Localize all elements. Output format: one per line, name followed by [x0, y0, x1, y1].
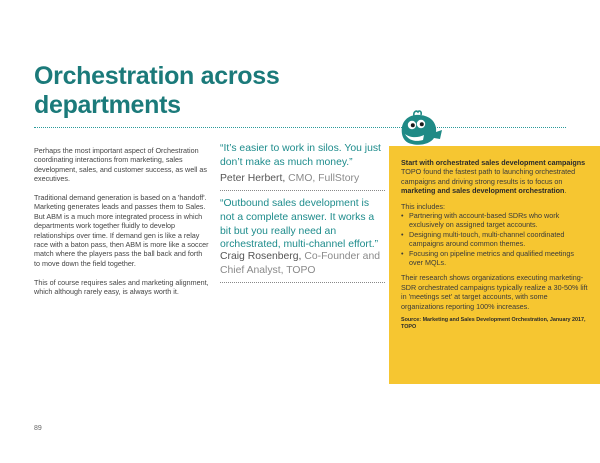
page-title-line-1: Orchestration across [34, 62, 280, 90]
title-divider [34, 127, 566, 128]
callout-intro [401, 167, 589, 195]
callout-box [389, 146, 600, 384]
attribution-role: CMO, FullStory [288, 173, 360, 184]
left-paragraph: Perhaps the most important aspect of Orchestration coordinating interactions from marketing, sales development, sales, and customer success, as well as executives. [34, 146, 207, 184]
callout-intro-bold: marketing and sales development orchestration [401, 186, 565, 196]
callout-heading: Start with orchestrated sales development campaigns [401, 158, 586, 167]
page-number: 89 [34, 425, 42, 432]
list-item [401, 230, 589, 249]
attribution-name: Craig Rosenberg, [220, 251, 302, 262]
callout-source: Source: Marketing and Sales Development Orchestration, January 2017, TOPO [401, 317, 586, 331]
attribution-role: Co-Founder and Chief Analyst, TOPO [220, 251, 380, 276]
page-title-line-2: departments [34, 91, 181, 119]
whale-mascot-icon [396, 108, 444, 150]
bullet-icon: • [401, 248, 404, 258]
bullet-icon: • [401, 229, 404, 239]
quote-rosenberg: “Outbound sales development is not a complete answer. It works a bit but you really need an orchestrated, multi-channel effort.” [220, 198, 379, 251]
list-item [401, 249, 589, 268]
callout-intro-text: TOPO found the fastest path to launching orchestrated campaigns and driving strong results is to focus on [401, 167, 576, 186]
left-paragraph: This of course requires sales and marketing alignment, which although rarely easy, is always worth it. [34, 277, 209, 297]
callout-bullet-list [401, 211, 589, 267]
left-column [34, 146, 210, 306]
left-paragraph: Traditional demand generation is based on a 'handoff'. Marketing generates leads and passes them to Sales. But ABM is a much more integrated process in which departments work together fluidly to develop relationships over time. If demand gen is like a relay race with a baton pass, then ABM is more like a soccer match where the players pass the ball back and forth to move down the field together. [34, 193, 209, 268]
bullet-text: Focusing on pipeline metrics and qualified meetings over MQLs. [409, 248, 575, 268]
page-title [34, 62, 280, 120]
bullet-text: Partnering with account-based SDRs who work exclusively on assigned target accounts. [409, 211, 560, 230]
bullet-icon: • [401, 211, 404, 221]
bullet-text: Designing multi-touch, multi-channel coordinated campaigns around common themes. [409, 229, 565, 249]
quote-divider [220, 282, 385, 283]
quote-attribution [220, 250, 390, 278]
callout-includes-label: This includes: [401, 201, 445, 211]
attribution-name: Peter Herbert, [220, 173, 286, 184]
quote-divider [220, 190, 385, 191]
callout-research: Their research shows organizations executing marketing-SDR orchestrated campaigns typically realize a 30-50% lift in 'meetings set' at target accounts, with some organizations reporting 100% increases. [401, 273, 588, 311]
callout-intro-end: . [564, 186, 567, 196]
quote-herbert: “It’s easier to work in silos. You just don’t make as much money.” [220, 143, 381, 168]
list-item [401, 211, 589, 230]
quote-attribution [220, 172, 390, 186]
